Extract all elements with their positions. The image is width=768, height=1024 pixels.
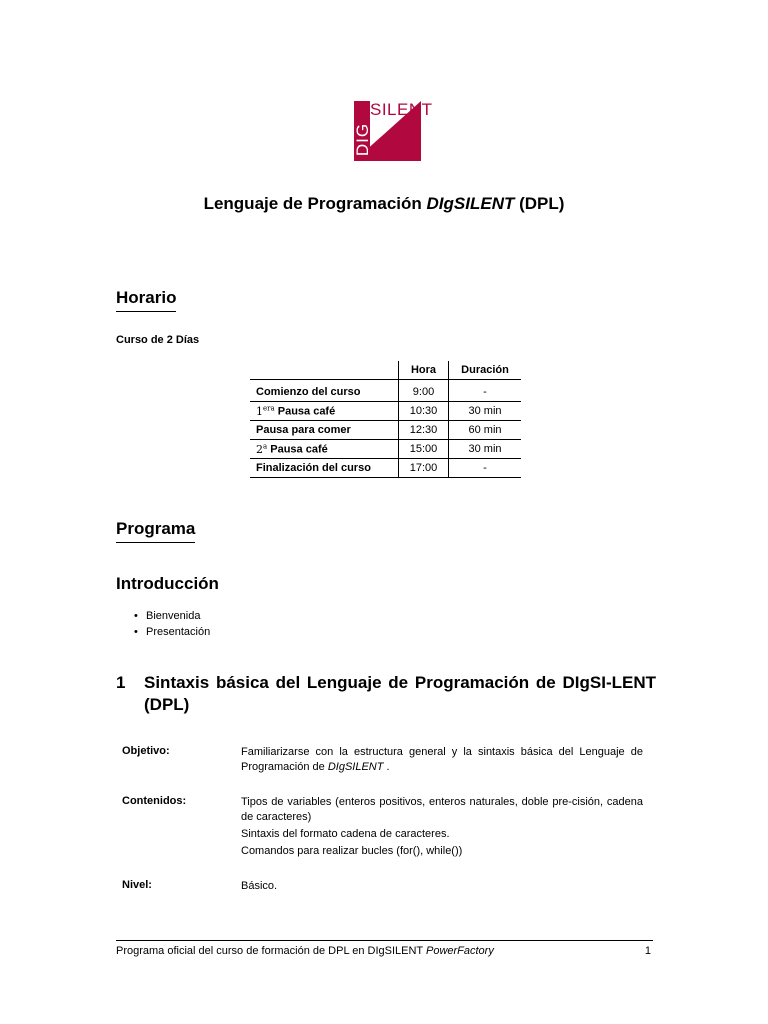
list-item: Tipos de variables (enteros positivos, enteros naturales, doble pre-cisión, cadena de caracteres) [241, 796, 643, 823]
introduccion-heading: Introducción [116, 574, 219, 593]
contenidos-label: Contenidos: [122, 795, 187, 807]
table-row: Comienzo del curso 9:00 - [250, 383, 521, 402]
list-item: Sintaxis del formato cadena de caracteres. [241, 828, 450, 840]
programa-heading: Programa [116, 519, 195, 543]
footer-divider [116, 940, 653, 941]
list-item: Comandos para realizar bucles (for(), while()) [241, 845, 463, 857]
table-row: Finalización del curso 17:00 - [250, 459, 521, 478]
table-row: Pausa para comer 12:30 60 min [250, 421, 521, 440]
objetivo-value: Familiarizarse con la estructura general y la sintaxis básica del Lenguaje de Programación de DIgSILENT . [241, 746, 643, 773]
schedule-header-row [250, 361, 521, 380]
table-row: 2$^a$ Pausa café 15:00 30 min [250, 440, 521, 459]
schedule-table [250, 361, 521, 478]
logo-dig-text: DIG [353, 122, 373, 157]
contenidos-value [241, 795, 643, 861]
horario-heading: Horario [116, 288, 176, 312]
footer-text: Programa oficial del curso de formación de DPL en DIgSILENT PowerFactory [116, 945, 494, 957]
objetivo-label: Objetivo: [122, 745, 170, 757]
document-title: Lenguaje de Programación DIgSILENT (DPL) [203, 194, 565, 213]
hora-column-header: Hora [399, 361, 449, 380]
duracion-column-header: Duración [449, 361, 522, 380]
logo-silent-text: SILENT [370, 100, 433, 119]
list-item: • Presentación [134, 624, 210, 640]
course-duration-label: Curso de 2 Días [116, 334, 200, 346]
nivel-label: Nivel: [122, 879, 152, 891]
list-item: • Bienvenida [134, 608, 210, 624]
digsilent-logo [353, 100, 433, 161]
introduccion-list [134, 608, 210, 640]
table-row: $1^{era}$ Pausa café 10:30 30 min [250, 402, 521, 421]
nivel-value: Básico. [241, 880, 278, 892]
page-number: 1 [644, 945, 651, 957]
